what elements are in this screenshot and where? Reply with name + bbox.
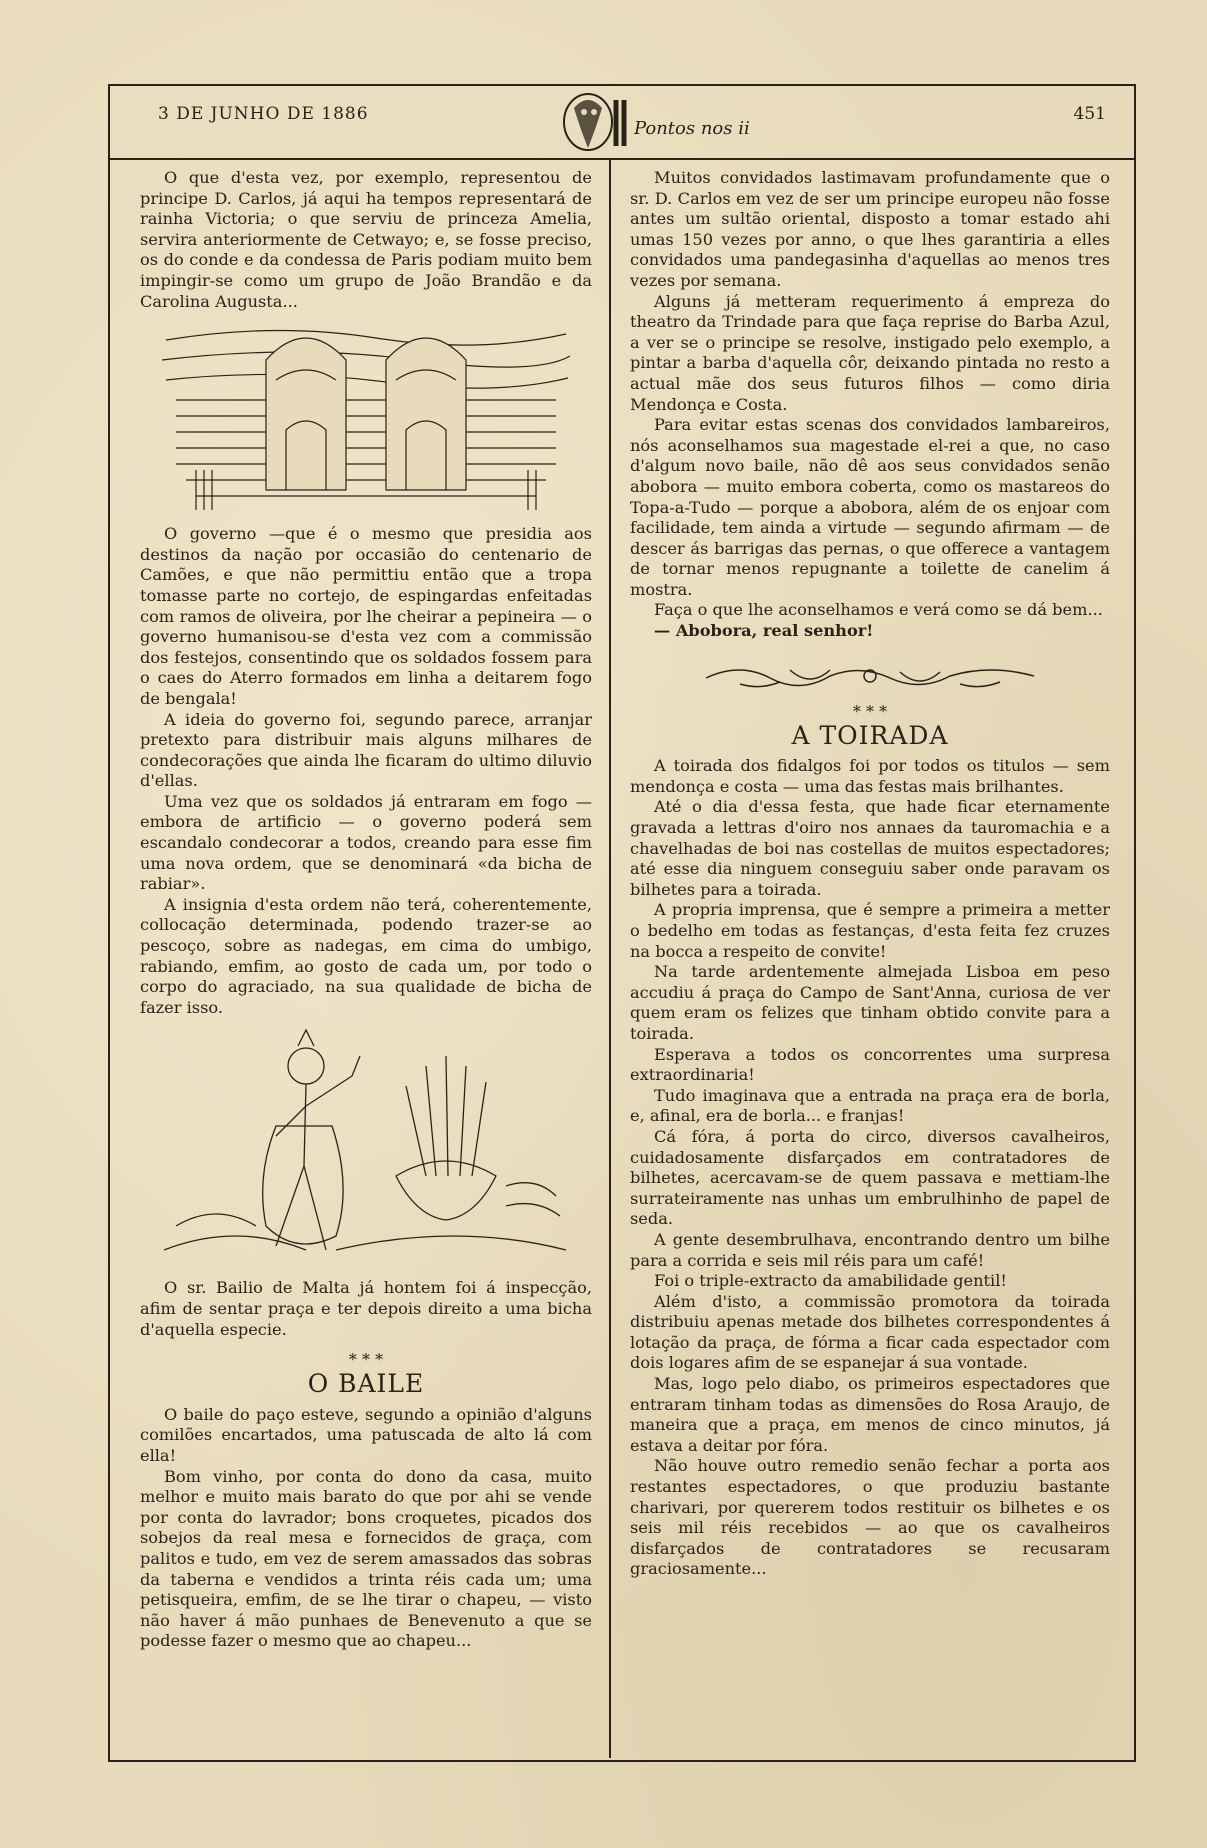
paragraph: A ideia do governo foi, segundo parece, arranjar pretexto para distribuir mais alguns milhares de condecorações que ainda lhe ficaram do ultimo diluvio d'ellas. [140, 709, 592, 791]
paragraph: Não houve outro remedio senão fechar a porta aos restantes espectadores, o que produziu bastante charivari, por quererem todos restituir os bilhetes e os seis mil réis recebidos — ao que os cavalheiros disfarçados de contratadores se recusaram graciosamente... [630, 1456, 1110, 1579]
paragraph: O governo —que é o mesmo que presidia aos destinos da nação por occasião do centenario de Camões, e que não permittiu então que a tropa tomasse parte no cortejo, de espingardas enfeitadas com ramos de oliveira, por lhe cheirar a pepineira — o governo humanisou-se d'esta vez com a commissão dos festejos, consentindo que os soldados fossem para o caes do Aterro formados em linha a deitarem fogo de bengala! [140, 524, 592, 708]
paragraph: Além d'isto, a commissão promotora da toirada distribuiu apenas metade dos bilhetes correspondentes á lotação da praça, de fórma a ficar cada espectador com dois logares afim de se espanejar á sua vontade. [630, 1291, 1110, 1373]
page-frame [108, 84, 1136, 1762]
page-header [110, 86, 1134, 160]
paragraph: A toirada dos fidalgos foi por todos os titulos — sem mendonça e costa — uma das festas mais brilhantes. [630, 756, 1110, 796]
paragraph: A propria imprensa, que é sempre a primeira a metter o bedelho em todas as festanças, d'esta feita fez cruzes na bocca a respeito de convite! [630, 900, 1110, 961]
paragraph: Mas, logo pelo diabo, os primeiros espectadores que entraram tinham todas as dimensões do Rosa Araujo, de maneira que a praça, em menos de cinco minutos, já estava a deitar por fóra. [630, 1374, 1110, 1455]
paragraph: A insignia d'esta ordem não terá, coherentemente, collocação determinada, podendo trazer-se ao pescoço, sobre as nadegas, em cima do umbigo, rabiando, emfim, ao gosto de cada um, por todo o corpo do agraciado, na sua qualidade de bicha de fazer isso. [140, 894, 592, 1017]
paragraph: Cá fóra, á porta do circo, diversos cavalheiros, cuidadosamente disfarçados em contratadores de bilhetes, acercavam-se de quem passava e mettiam-lhe surrateiramente nas unhas um embrulhinho de papel de seda. [630, 1126, 1110, 1229]
right-column [630, 168, 1110, 1580]
bailio-illustration [156, 1026, 576, 1270]
paragraph: Para evitar estas scenas dos convidados lambareiros, nós aconselhamos sua magestade el-rei a que, no caso d'algum novo baile, não dê aos seus convidados senão abobora — muito embora coberta, como os mastareos do Topa-a-Tudo — porque a abobora, além de os enjoar com facilidade, tem ainda a virtude — segundo afirmam — de descer ás barrigas das pernas, o que offerece a vantagem de tornar menos repugnante a toilette de canelim á mostra. [630, 415, 1110, 599]
section-title-baile: O BAILE [307, 1369, 425, 1399]
masthead-title: Pontos nos ii [634, 118, 750, 139]
paragraph: Foi o triple-extracto da amabilidade gentil! [654, 1271, 1007, 1291]
paragraph: A gente desembrulhava, encontrando dentro um bilhe para a corrida e seis mil réis para um café! [630, 1229, 1110, 1270]
left-column [140, 168, 592, 1652]
paragraph: O baile do paço esteve, segundo a opinião d'alguns comilões encartados, uma patuscada de alto lá com ella! [140, 1404, 592, 1465]
decorative-ornament [700, 658, 1040, 692]
paragraph: Na tarde ardentemente almejada Lisboa em peso accudiu á praça do Campo de Sant'Anna, curiosa de ver quem eram os felizes que tinham obtido convite para a toirada. [630, 962, 1110, 1043]
closing-line: — Abobora, real senhor! [654, 621, 874, 641]
section-title-toirada: A TOIRADA [791, 720, 949, 750]
masthead-logo [556, 88, 750, 154]
paragraph: Até o dia d'essa festa, que hade ficar eternamente gravada a lettras d'oiro nos annaes da tauromachia e a chavelhadas de boi nas costellas de muitos espectadores; até esse dia ninguem conseguiu saber onde paravam os bilhetes para a toirada. [630, 797, 1110, 899]
paragraph: Bom vinho, por conta do dono da casa, muito melhor e muito mais barato do que por ahi se vende por conta do lavrador; bons croquetes, picados dos sobejos da real mesa e fornecidos de graça, com palitos e tudo, em vez de serem amassados das sobras da taberna e vendidos a trinta réis cada um; uma petisqueira, emfim, de se lhe tirar o chapeu, — visto não haver á mão punhaes de Benevenuto a que se podesse fazer o mesmo que ao chapeu... [140, 1466, 592, 1651]
section-stars: * * * [348, 1350, 384, 1370]
palace-illustration [156, 320, 576, 516]
paragraph: O que d'esta vez, por exemplo, representou de principe D. Carlos, já aqui ha tempos representará de rainha Victoria; o que serviu de princeza Amelia, servira anteriormente de Cetwayo; e, se fosse preciso, os do conde e da condessa de Paris podiam muito bem impingir-se como um grupo de João Brandão e da Carolina Augusta... [140, 168, 592, 311]
paragraph: Esperava a todos os concorrentes uma surpresa extraordinaria! [630, 1044, 1110, 1085]
issue-date: 3 DE JUNHO DE 1886 [158, 104, 369, 124]
caption: O sr. Bailio de Malta já hontem foi á inspecção, afim de sentar praça e ter depois direito a uma bicha d'aquella especie. [140, 1278, 592, 1339]
paragraph: Uma vez que os soldados já entraram em fogo — embora de artificio — o governo poderá sem escandalo condecorar a todos, creando para esse fim uma nova ordem, que se denominará «da bicha de rabiar». [140, 791, 592, 894]
column-rule [609, 158, 611, 1758]
paragraph: Faça o que lhe aconselhamos e verá como se dá bem... [654, 600, 1103, 620]
paragraph: Tudo imaginava que a entrada na praça era de borla, e, afinal, era de borla... e franjas! [630, 1085, 1110, 1126]
section-stars: * * * [852, 701, 888, 721]
paragraph: Muitos convidados lastimavam profundamente que o sr. D. Carlos em vez de ser um principe europeu não fosse antes um sultão oriental, disposto a tomar estado ahi umas 150 vezes por anno, o que lhes garantiria a elles convidados uma pandegasinha d'aquellas ao menos tres vezes por semana. [630, 168, 1110, 290]
paragraph: Alguns já metteram requerimento á empreza do theatro da Trindade para que faça reprise do Barba Azul, a ver se o principe se resolve, instigado pelo exemplo, a pintar a barba d'aquella côr, deixando pintada no resto a actual mãe dos seus futuros filhos — como diria Mendonça e Costa. [630, 291, 1110, 414]
page-number: 451 [1073, 104, 1106, 124]
